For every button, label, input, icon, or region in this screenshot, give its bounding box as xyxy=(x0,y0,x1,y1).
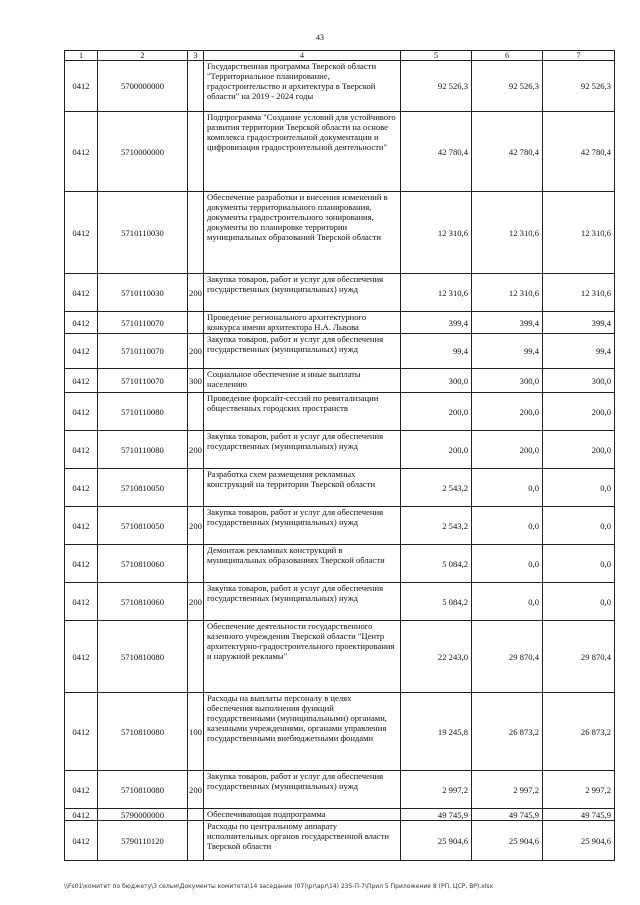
amount-col7-cell: 92 526,3 xyxy=(543,61,615,112)
section-code-cell: 0412 xyxy=(65,192,98,274)
description-cell: Разработка схем размещения рекламных конструкций на территории Тверской области xyxy=(204,469,401,507)
header-col-5: 5 xyxy=(401,51,472,61)
section-code-cell: 0412 xyxy=(65,334,98,369)
expense-type-cell xyxy=(188,545,204,583)
expense-type-cell: 200 xyxy=(188,274,204,312)
section-code-cell: 0412 xyxy=(65,369,98,393)
amount-col7-cell: 300,0 xyxy=(543,369,615,393)
expense-type-cell xyxy=(188,312,204,334)
section-code-cell: 0412 xyxy=(65,393,98,431)
amount-col6-cell: 200,0 xyxy=(472,431,543,469)
description-cell: Обеспечение разработки и внесения изменений в документы территориального планирования, документы градостроительного зонирования, документы по планировке территории муниципальных образований Тверской области xyxy=(204,192,401,274)
target-article-cell: 5710000000 xyxy=(98,112,188,192)
expense-type-cell: 100 xyxy=(188,693,204,771)
amount-col5-cell: 200,0 xyxy=(401,431,472,469)
section-code-cell: 0412 xyxy=(65,693,98,771)
section-code-cell: 0412 xyxy=(65,545,98,583)
amount-col7-cell: 0,0 xyxy=(543,469,615,507)
amount-col5-cell: 300,0 xyxy=(401,369,472,393)
table-row xyxy=(65,693,615,771)
description-cell: Обеспечение деятельности государственного казенного учреждения Тверской области "Центр архитектурно-градостроительного проектирования и наружной рекламы" xyxy=(204,621,401,693)
amount-col7-cell: 25 904,6 xyxy=(543,821,615,861)
description-cell: Закупка товаров, работ и услуг для обеспечения государственных (муниципальных) нужд xyxy=(204,771,401,809)
target-article-cell: 5710110080 xyxy=(98,431,188,469)
description-cell: Расходы на выплаты персоналу в целях обеспечения выполнения функций государственными (муниципальными) органами, казенными учреждениями, органами управления государственными внебюджетными фондами xyxy=(204,693,401,771)
amount-col7-cell: 12 310,6 xyxy=(543,274,615,312)
amount-col5-cell: 25 904,6 xyxy=(401,821,472,861)
table-row xyxy=(65,274,615,312)
table-row xyxy=(65,61,615,112)
header-col-4: 4 xyxy=(204,51,401,61)
section-code-cell: 0412 xyxy=(65,431,98,469)
target-article-cell: 5710810080 xyxy=(98,693,188,771)
amount-col5-cell: 49 745,9 xyxy=(401,809,472,821)
table-row xyxy=(65,507,615,545)
amount-col6-cell: 29 870,4 xyxy=(472,621,543,693)
amount-col6-cell: 99,4 xyxy=(472,334,543,369)
amount-col6-cell: 12 310,6 xyxy=(472,274,543,312)
amount-col6-cell: 300,0 xyxy=(472,369,543,393)
section-code-cell: 0412 xyxy=(65,583,98,621)
amount-col6-cell: 49 745,9 xyxy=(472,809,543,821)
amount-col6-cell: 12 310,6 xyxy=(472,192,543,274)
amount-col6-cell: 200,0 xyxy=(472,393,543,431)
table-row xyxy=(65,192,615,274)
amount-col5-cell: 2 543,2 xyxy=(401,507,472,545)
target-article-cell: 5710110080 xyxy=(98,393,188,431)
amount-col7-cell: 99,4 xyxy=(543,334,615,369)
expense-type-cell: 200 xyxy=(188,771,204,809)
table-row xyxy=(65,369,615,393)
amount-col5-cell: 19 245,8 xyxy=(401,693,472,771)
description-cell: Проведение форсайт-сессий по ревитализации общественных городских пространств xyxy=(204,393,401,431)
table-row xyxy=(65,809,615,821)
description-cell: Закупка товаров, работ и услуг для обеспечения государственных (муниципальных) нужд xyxy=(204,431,401,469)
expense-type-cell xyxy=(188,192,204,274)
header-col-6: 6 xyxy=(472,51,543,61)
table-row xyxy=(65,469,615,507)
target-article-cell: 5710110030 xyxy=(98,192,188,274)
budget-table xyxy=(64,50,615,861)
amount-col5-cell: 42 780,4 xyxy=(401,112,472,192)
target-article-cell: 5710110030 xyxy=(98,274,188,312)
target-article-cell: 5790110120 xyxy=(98,821,188,861)
description-cell: Обеспечивающая подпрограмма xyxy=(204,809,401,821)
table-row xyxy=(65,312,615,334)
amount-col5-cell: 2 997,2 xyxy=(401,771,472,809)
amount-col7-cell: 12 310,6 xyxy=(543,192,615,274)
amount-col6-cell: 399,4 xyxy=(472,312,543,334)
section-code-cell: 0412 xyxy=(65,112,98,192)
table-row xyxy=(65,583,615,621)
amount-col5-cell: 12 310,6 xyxy=(401,192,472,274)
target-article-cell: 5710810060 xyxy=(98,545,188,583)
amount-col6-cell: 25 904,6 xyxy=(472,821,543,861)
header-col-7: 7 xyxy=(543,51,615,61)
target-article-cell: 5710810050 xyxy=(98,507,188,545)
amount-col6-cell: 0,0 xyxy=(472,469,543,507)
amount-col6-cell: 0,0 xyxy=(472,545,543,583)
section-code-cell: 0412 xyxy=(65,469,98,507)
expense-type-cell: 200 xyxy=(188,583,204,621)
amount-col6-cell: 0,0 xyxy=(472,583,543,621)
header-row xyxy=(65,51,615,61)
amount-col5-cell: 5 084,2 xyxy=(401,583,472,621)
amount-col7-cell: 42 780,4 xyxy=(543,112,615,192)
amount-col6-cell: 0,0 xyxy=(472,507,543,545)
amount-col7-cell: 29 870,4 xyxy=(543,621,615,693)
table-row xyxy=(65,545,615,583)
page-number: 43 xyxy=(316,33,324,42)
target-article-cell: 5710110070 xyxy=(98,369,188,393)
description-cell: Расходы по центральному аппарату исполнительных органов государственной власти Тверской области xyxy=(204,821,401,861)
amount-col7-cell: 2 997,2 xyxy=(543,771,615,809)
target-article-cell: 5710110070 xyxy=(98,334,188,369)
amount-col6-cell: 92 526,3 xyxy=(472,61,543,112)
description-cell: Социальное обеспечение и иные выплаты населению xyxy=(204,369,401,393)
amount-col6-cell: 26 873,2 xyxy=(472,693,543,771)
header-col-2: 2 xyxy=(98,51,188,61)
expense-type-cell xyxy=(188,809,204,821)
amount-col5-cell: 5 084,2 xyxy=(401,545,472,583)
expense-type-cell xyxy=(188,393,204,431)
section-code-cell: 0412 xyxy=(65,821,98,861)
amount-col7-cell: 26 873,2 xyxy=(543,693,615,771)
header-col-1: 1 xyxy=(65,51,98,61)
amount-col7-cell: 49 745,9 xyxy=(543,809,615,821)
target-article-cell: 5710810050 xyxy=(98,469,188,507)
table-row xyxy=(65,334,615,369)
section-code-cell: 0412 xyxy=(65,274,98,312)
expense-type-cell xyxy=(188,821,204,861)
target-article-cell: 5710810080 xyxy=(98,771,188,809)
amount-col7-cell: 200,0 xyxy=(543,431,615,469)
expense-type-cell xyxy=(188,621,204,693)
description-cell: Закупка товаров, работ и услуг для обеспечения государственных (муниципальных) нужд xyxy=(204,274,401,312)
section-code-cell: 0412 xyxy=(65,809,98,821)
description-cell: Закупка товаров, работ и услуг для обеспечения государственных (муниципальных) нужд xyxy=(204,334,401,369)
expense-type-cell: 200 xyxy=(188,334,204,369)
target-article-cell: 5710110070 xyxy=(98,312,188,334)
target-article-cell: 5710810080 xyxy=(98,621,188,693)
section-code-cell: 0412 xyxy=(65,771,98,809)
amount-col7-cell: 399,4 xyxy=(543,312,615,334)
table-row xyxy=(65,821,615,861)
description-cell: Подпрограмма "Создание условий для устойчивого развития территории Тверской области на основе комплекса градостроительной документации и цифровизация градостроительной деятельности" xyxy=(204,112,401,192)
expense-type-cell xyxy=(188,61,204,112)
expense-type-cell: 200 xyxy=(188,507,204,545)
table-row xyxy=(65,393,615,431)
amount-col7-cell: 0,0 xyxy=(543,507,615,545)
amount-col5-cell: 399,4 xyxy=(401,312,472,334)
description-cell: Демонтаж рекламных конструкций в муниципальных образованиях Тверской области xyxy=(204,545,401,583)
section-code-cell: 0412 xyxy=(65,61,98,112)
expense-type-cell: 300 xyxy=(188,369,204,393)
amount-col6-cell: 2 997,2 xyxy=(472,771,543,809)
section-code-cell: 0412 xyxy=(65,507,98,545)
target-article-cell: 5710810060 xyxy=(98,583,188,621)
description-cell: Закупка товаров, работ и услуг для обеспечения государственных (муниципальных) нужд xyxy=(204,583,401,621)
amount-col5-cell: 92 526,3 xyxy=(401,61,472,112)
description-cell: Государственная программа Тверской области "Территориальное планирование, градостроительство и архитектура в Тверской области" на 2019 - 2024 годы xyxy=(204,61,401,112)
expense-type-cell xyxy=(188,469,204,507)
header-col-3: 3 xyxy=(188,51,204,61)
description-cell: Закупка товаров, работ и услуг для обеспечения государственных (муниципальных) нужд xyxy=(204,507,401,545)
amount-col6-cell: 42 780,4 xyxy=(472,112,543,192)
table-row xyxy=(65,112,615,192)
amount-col5-cell: 99,4 xyxy=(401,334,472,369)
table-row xyxy=(65,771,615,809)
amount-col5-cell: 12 310,6 xyxy=(401,274,472,312)
table-row xyxy=(65,431,615,469)
amount-col5-cell: 22 243,0 xyxy=(401,621,472,693)
target-article-cell: 5700000000 xyxy=(98,61,188,112)
amount-col7-cell: 200,0 xyxy=(543,393,615,431)
description-cell: Проведение регионального архитектурного конкурса имени архитектора Н.А. Львова xyxy=(204,312,401,334)
amount-col5-cell: 200,0 xyxy=(401,393,472,431)
target-article-cell: 5790000000 xyxy=(98,809,188,821)
amount-col5-cell: 2 543,2 xyxy=(401,469,472,507)
section-code-cell: 0412 xyxy=(65,312,98,334)
table-row xyxy=(65,621,615,693)
amount-col7-cell: 0,0 xyxy=(543,545,615,583)
expense-type-cell: 200 xyxy=(188,431,204,469)
expense-type-cell xyxy=(188,112,204,192)
section-code-cell: 0412 xyxy=(65,621,98,693)
amount-col7-cell: 0,0 xyxy=(543,583,615,621)
file-path-footer: \\Fs01\комитет по бюджету\3 сельм\Документы комитета\14 заседание (07)\pr\apr\14) 235-П-7\Прил 5 Приложение 8 (РП, ЦСР, ВР).xlsx xyxy=(64,883,494,890)
